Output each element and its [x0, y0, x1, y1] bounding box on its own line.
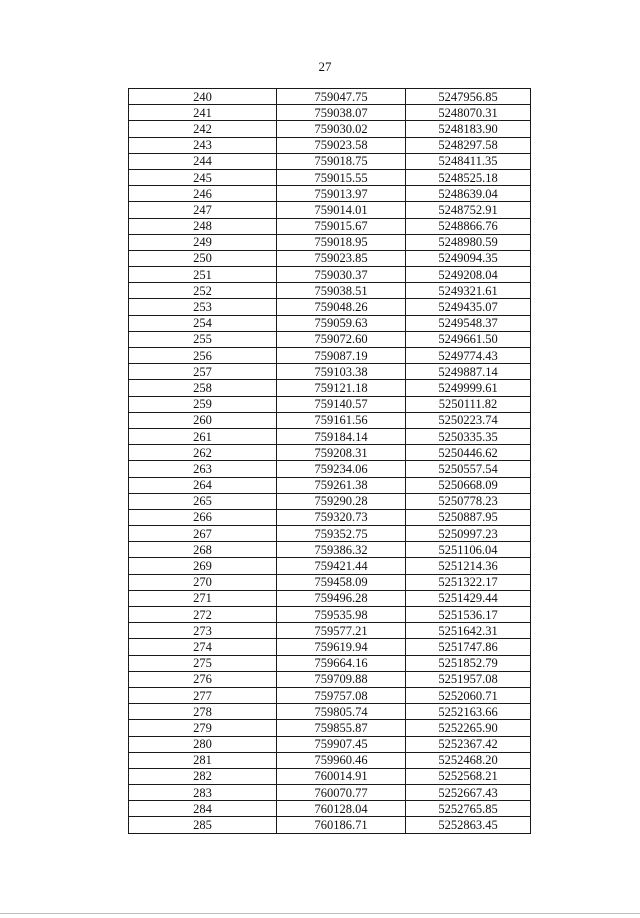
point-number-cell: 252 — [129, 283, 277, 299]
table-row — [129, 558, 531, 574]
y-coordinate-cell: 5250111.82 — [406, 396, 531, 412]
page-number: 27 — [318, 59, 332, 74]
x-coordinate-cell: 759023.58 — [277, 137, 406, 153]
x-coordinate-cell: 759421.44 — [277, 558, 406, 574]
x-coordinate-cell: 759619.94 — [277, 639, 406, 655]
point-number-cell: 254 — [129, 315, 277, 331]
table-row — [129, 817, 531, 833]
point-number-cell: 280 — [129, 736, 277, 752]
x-coordinate-cell: 759059.63 — [277, 315, 406, 331]
x-coordinate-cell: 759015.67 — [277, 218, 406, 234]
point-number-cell: 250 — [129, 250, 277, 266]
x-coordinate-cell: 759386.32 — [277, 542, 406, 558]
point-number-cell: 259 — [129, 396, 277, 412]
point-number-cell: 247 — [129, 202, 277, 218]
coordinate-table-body — [129, 89, 531, 834]
y-coordinate-cell: 5249999.61 — [406, 380, 531, 396]
point-number-cell: 269 — [129, 558, 277, 574]
x-coordinate-cell: 759261.38 — [277, 477, 406, 493]
table-row — [129, 105, 531, 121]
x-coordinate-cell: 759014.01 — [277, 202, 406, 218]
table-row — [129, 623, 531, 639]
x-coordinate-cell: 759018.95 — [277, 234, 406, 250]
x-coordinate-cell: 759038.51 — [277, 283, 406, 299]
point-number-cell: 274 — [129, 639, 277, 655]
y-coordinate-cell: 5248070.31 — [406, 105, 531, 121]
table-row — [129, 364, 531, 380]
y-coordinate-cell: 5248297.58 — [406, 137, 531, 153]
x-coordinate-cell: 760128.04 — [277, 801, 406, 817]
point-number-cell: 277 — [129, 687, 277, 703]
x-coordinate-cell: 759072.60 — [277, 331, 406, 347]
table-row — [129, 331, 531, 347]
y-coordinate-cell: 5250668.09 — [406, 477, 531, 493]
y-coordinate-cell: 5252060.71 — [406, 687, 531, 703]
y-coordinate-cell: 5252568.21 — [406, 768, 531, 784]
x-coordinate-cell: 759709.88 — [277, 671, 406, 687]
x-coordinate-cell: 759121.18 — [277, 380, 406, 396]
table-row — [129, 785, 531, 801]
scan-edge-line — [0, 913, 640, 914]
x-coordinate-cell: 759047.75 — [277, 89, 406, 105]
point-number-cell: 256 — [129, 348, 277, 364]
x-coordinate-cell: 759535.98 — [277, 607, 406, 623]
point-number-cell: 278 — [129, 704, 277, 720]
point-number-cell: 262 — [129, 445, 277, 461]
point-number-cell: 243 — [129, 137, 277, 153]
x-coordinate-cell: 759960.46 — [277, 752, 406, 768]
y-coordinate-cell: 5249548.37 — [406, 315, 531, 331]
point-number-cell: 267 — [129, 526, 277, 542]
table-row — [129, 542, 531, 558]
y-coordinate-cell: 5249208.04 — [406, 267, 531, 283]
table-row — [129, 234, 531, 250]
y-coordinate-cell: 5250997.23 — [406, 526, 531, 542]
y-coordinate-cell: 5248183.90 — [406, 121, 531, 137]
coordinate-table — [128, 88, 531, 834]
point-number-cell: 264 — [129, 477, 277, 493]
y-coordinate-cell: 5250446.62 — [406, 445, 531, 461]
table-row — [129, 267, 531, 283]
x-coordinate-cell: 759018.75 — [277, 153, 406, 169]
x-coordinate-cell: 759103.38 — [277, 364, 406, 380]
y-coordinate-cell: 5252265.90 — [406, 720, 531, 736]
x-coordinate-cell: 760014.91 — [277, 768, 406, 784]
y-coordinate-cell: 5248411.35 — [406, 153, 531, 169]
point-number-cell: 282 — [129, 768, 277, 784]
y-coordinate-cell: 5252765.85 — [406, 801, 531, 817]
table-row — [129, 202, 531, 218]
point-number-cell: 272 — [129, 607, 277, 623]
table-row — [129, 687, 531, 703]
point-number-cell: 270 — [129, 574, 277, 590]
x-coordinate-cell: 759290.28 — [277, 493, 406, 509]
x-coordinate-cell: 759013.97 — [277, 186, 406, 202]
x-coordinate-cell: 759907.45 — [277, 736, 406, 752]
table-row — [129, 348, 531, 364]
x-coordinate-cell: 759023.85 — [277, 250, 406, 266]
table-row — [129, 768, 531, 784]
table-row — [129, 153, 531, 169]
table-row — [129, 380, 531, 396]
table-row — [129, 428, 531, 444]
point-number-cell: 248 — [129, 218, 277, 234]
y-coordinate-cell: 5249774.43 — [406, 348, 531, 364]
y-coordinate-cell: 5247956.85 — [406, 89, 531, 105]
x-coordinate-cell: 759757.08 — [277, 687, 406, 703]
table-row — [129, 639, 531, 655]
point-number-cell: 241 — [129, 105, 277, 121]
x-coordinate-cell: 759577.21 — [277, 623, 406, 639]
point-number-cell: 279 — [129, 720, 277, 736]
point-number-cell: 285 — [129, 817, 277, 833]
y-coordinate-cell: 5248980.59 — [406, 234, 531, 250]
y-coordinate-cell: 5251642.31 — [406, 623, 531, 639]
point-number-cell: 265 — [129, 493, 277, 509]
table-row — [129, 218, 531, 234]
y-coordinate-cell: 5252163.66 — [406, 704, 531, 720]
y-coordinate-cell: 5248639.04 — [406, 186, 531, 202]
table-row — [129, 736, 531, 752]
table-row — [129, 89, 531, 105]
y-coordinate-cell: 5249661.50 — [406, 331, 531, 347]
table-row — [129, 526, 531, 542]
x-coordinate-cell: 759234.06 — [277, 461, 406, 477]
x-coordinate-cell: 759664.16 — [277, 655, 406, 671]
point-number-cell: 275 — [129, 655, 277, 671]
point-number-cell: 257 — [129, 364, 277, 380]
y-coordinate-cell: 5251536.17 — [406, 607, 531, 623]
x-coordinate-cell: 760070.77 — [277, 785, 406, 801]
point-number-cell: 249 — [129, 234, 277, 250]
y-coordinate-cell: 5251106.04 — [406, 542, 531, 558]
point-number-cell: 284 — [129, 801, 277, 817]
table-row — [129, 283, 531, 299]
table-row — [129, 461, 531, 477]
x-coordinate-cell: 759087.19 — [277, 348, 406, 364]
x-coordinate-cell: 759030.02 — [277, 121, 406, 137]
table-row — [129, 704, 531, 720]
x-coordinate-cell: 759855.87 — [277, 720, 406, 736]
point-number-cell: 245 — [129, 169, 277, 185]
x-coordinate-cell: 759030.37 — [277, 267, 406, 283]
y-coordinate-cell: 5250557.54 — [406, 461, 531, 477]
point-number-cell: 263 — [129, 461, 277, 477]
y-coordinate-cell: 5251429.44 — [406, 590, 531, 606]
y-coordinate-cell: 5252468.20 — [406, 752, 531, 768]
y-coordinate-cell: 5250335.35 — [406, 428, 531, 444]
table-row — [129, 801, 531, 817]
x-coordinate-cell: 759048.26 — [277, 299, 406, 315]
y-coordinate-cell: 5252863.45 — [406, 817, 531, 833]
y-coordinate-cell: 5252667.43 — [406, 785, 531, 801]
table-row — [129, 169, 531, 185]
y-coordinate-cell: 5251852.79 — [406, 655, 531, 671]
table-row — [129, 412, 531, 428]
table-row — [129, 607, 531, 623]
y-coordinate-cell: 5249094.35 — [406, 250, 531, 266]
x-coordinate-cell: 759140.57 — [277, 396, 406, 412]
y-coordinate-cell: 5249887.14 — [406, 364, 531, 380]
point-number-cell: 281 — [129, 752, 277, 768]
x-coordinate-cell: 759161.56 — [277, 412, 406, 428]
table-row — [129, 137, 531, 153]
point-number-cell: 271 — [129, 590, 277, 606]
y-coordinate-cell: 5249435.07 — [406, 299, 531, 315]
point-number-cell: 258 — [129, 380, 277, 396]
point-number-cell: 242 — [129, 121, 277, 137]
x-coordinate-cell: 759015.55 — [277, 169, 406, 185]
point-number-cell: 273 — [129, 623, 277, 639]
x-coordinate-cell: 759805.74 — [277, 704, 406, 720]
y-coordinate-cell: 5249321.61 — [406, 283, 531, 299]
table-row — [129, 186, 531, 202]
table-row — [129, 509, 531, 525]
table-row — [129, 574, 531, 590]
point-number-cell: 240 — [129, 89, 277, 105]
x-coordinate-cell: 759038.07 — [277, 105, 406, 121]
y-coordinate-cell: 5251214.36 — [406, 558, 531, 574]
x-coordinate-cell: 759352.75 — [277, 526, 406, 542]
point-number-cell: 261 — [129, 428, 277, 444]
point-number-cell: 244 — [129, 153, 277, 169]
table-row — [129, 590, 531, 606]
table-row — [129, 493, 531, 509]
table-row — [129, 315, 531, 331]
table-row — [129, 121, 531, 137]
table-row — [129, 655, 531, 671]
y-coordinate-cell: 5250223.74 — [406, 412, 531, 428]
y-coordinate-cell: 5252367.42 — [406, 736, 531, 752]
point-number-cell: 276 — [129, 671, 277, 687]
x-coordinate-cell: 760186.71 — [277, 817, 406, 833]
y-coordinate-cell: 5251957.08 — [406, 671, 531, 687]
point-number-cell: 251 — [129, 267, 277, 283]
table-row — [129, 250, 531, 266]
table-row — [129, 299, 531, 315]
x-coordinate-cell: 759496.28 — [277, 590, 406, 606]
point-number-cell: 283 — [129, 785, 277, 801]
point-number-cell: 268 — [129, 542, 277, 558]
y-coordinate-cell: 5250887.95 — [406, 509, 531, 525]
x-coordinate-cell: 759458.09 — [277, 574, 406, 590]
point-number-cell: 260 — [129, 412, 277, 428]
y-coordinate-cell: 5248525.18 — [406, 169, 531, 185]
x-coordinate-cell: 759320.73 — [277, 509, 406, 525]
table-row — [129, 477, 531, 493]
x-coordinate-cell: 759208.31 — [277, 445, 406, 461]
y-coordinate-cell: 5248752.91 — [406, 202, 531, 218]
y-coordinate-cell: 5251322.17 — [406, 574, 531, 590]
point-number-cell: 253 — [129, 299, 277, 315]
table-row — [129, 720, 531, 736]
point-number-cell: 246 — [129, 186, 277, 202]
y-coordinate-cell: 5250778.23 — [406, 493, 531, 509]
table-row — [129, 396, 531, 412]
table-row — [129, 752, 531, 768]
table-row — [129, 445, 531, 461]
point-number-cell: 266 — [129, 509, 277, 525]
table-row — [129, 671, 531, 687]
y-coordinate-cell: 5248866.76 — [406, 218, 531, 234]
y-coordinate-cell: 5251747.86 — [406, 639, 531, 655]
point-number-cell: 255 — [129, 331, 277, 347]
x-coordinate-cell: 759184.14 — [277, 428, 406, 444]
